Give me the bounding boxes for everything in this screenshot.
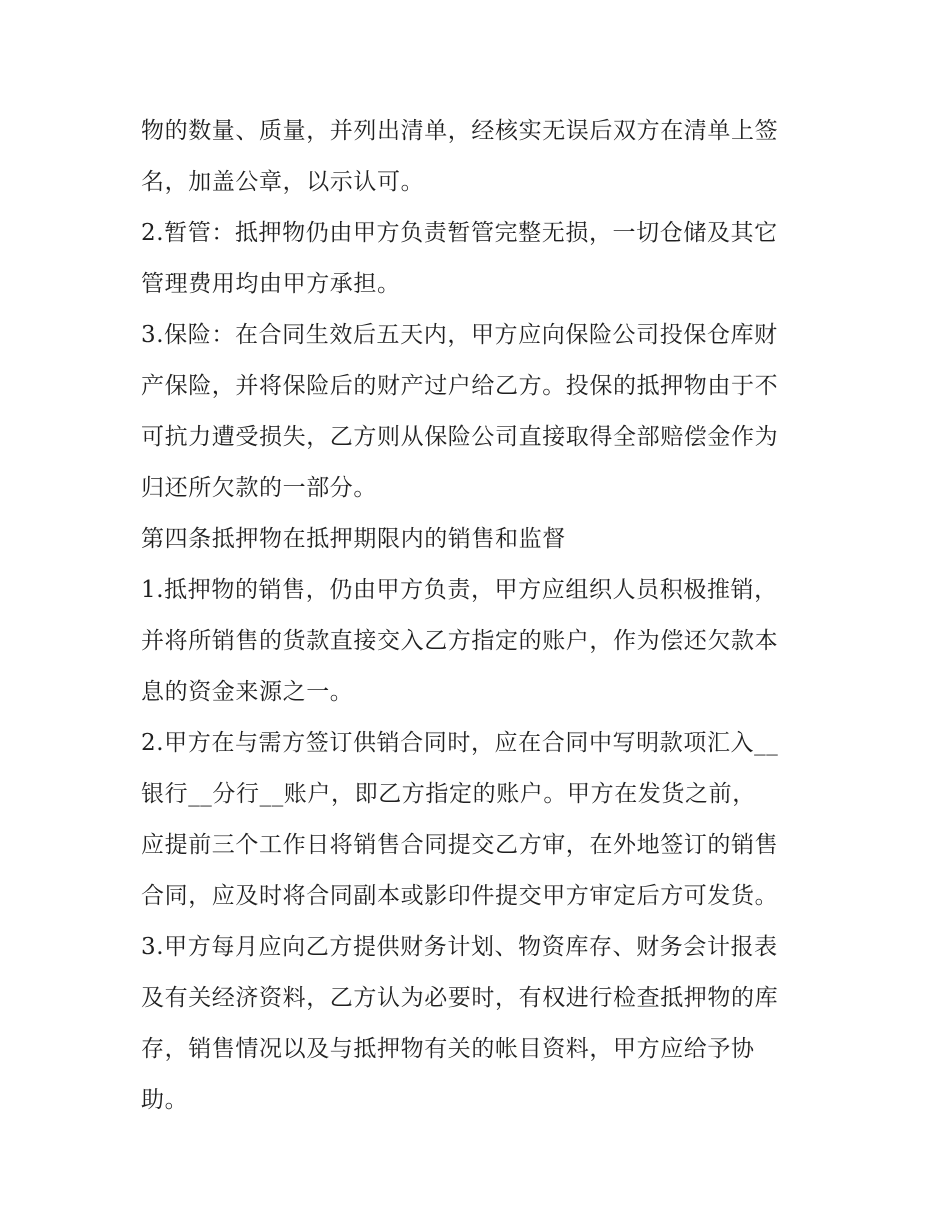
text-line: 并将所销售的货款直接交入乙方指定的账户，作为偿还欠款本	[141, 628, 779, 654]
clause-line: 3.保险：在合同生效后五天内，甲方应向保险公司投保仓库财	[141, 322, 778, 348]
text-line: 名，加盖公章，以示认可。	[141, 169, 425, 195]
text-line: 应提前三个工作日将销售合同提交乙方审，在外地签订的销售	[141, 832, 779, 858]
text-line: 物的数量、质量，并列出清单，经核实无误后双方在清单上签	[141, 118, 779, 144]
text-line: 可抗力遭受损失，乙方则从保险公司直接取得全部赔偿金作为	[141, 424, 779, 450]
text-line: 产保险，并将保险后的财产过户给乙方。投保的抵押物由于不	[141, 373, 779, 399]
document-body	[141, 109, 821, 1129]
text-line: 银行__分行__账户，即乙方指定的账户。甲方在发货之前，	[141, 781, 756, 807]
clause-line: 2.暂管：抵押物仍由甲方负责暂管完整无损，一切仓储及其它	[141, 220, 778, 246]
clause-line: 3.甲方每月应向乙方提供财务计划、物资库存、财务会计报表	[141, 934, 778, 960]
text-line: 归还所欠款的一部分。	[141, 475, 377, 501]
text-line: 存，销售情况以及与抵押物有关的帐目资料，甲方应给予协	[141, 1036, 755, 1062]
text-line: 助。	[141, 1087, 189, 1113]
clause-line: 1.抵押物的销售，仍由甲方负责，甲方应组织人员积极推销，	[141, 577, 778, 603]
text-line: 合同，应及时将合同副本或影印件提交甲方审定后方可发货。	[141, 883, 779, 909]
text-line: 息的资金来源之一。	[141, 679, 354, 705]
clause-line: 2.甲方在与需方签订供销合同时，应在合同中写明款项汇入__	[141, 730, 779, 756]
section-heading: 第四条抵押物在抵押期限内的销售和监督	[141, 526, 566, 552]
text-line: 管理费用均由甲方承担。	[141, 271, 401, 297]
text-line: 及有关经济资料，乙方认为必要时，有权进行检查抵押物的库	[141, 985, 779, 1011]
